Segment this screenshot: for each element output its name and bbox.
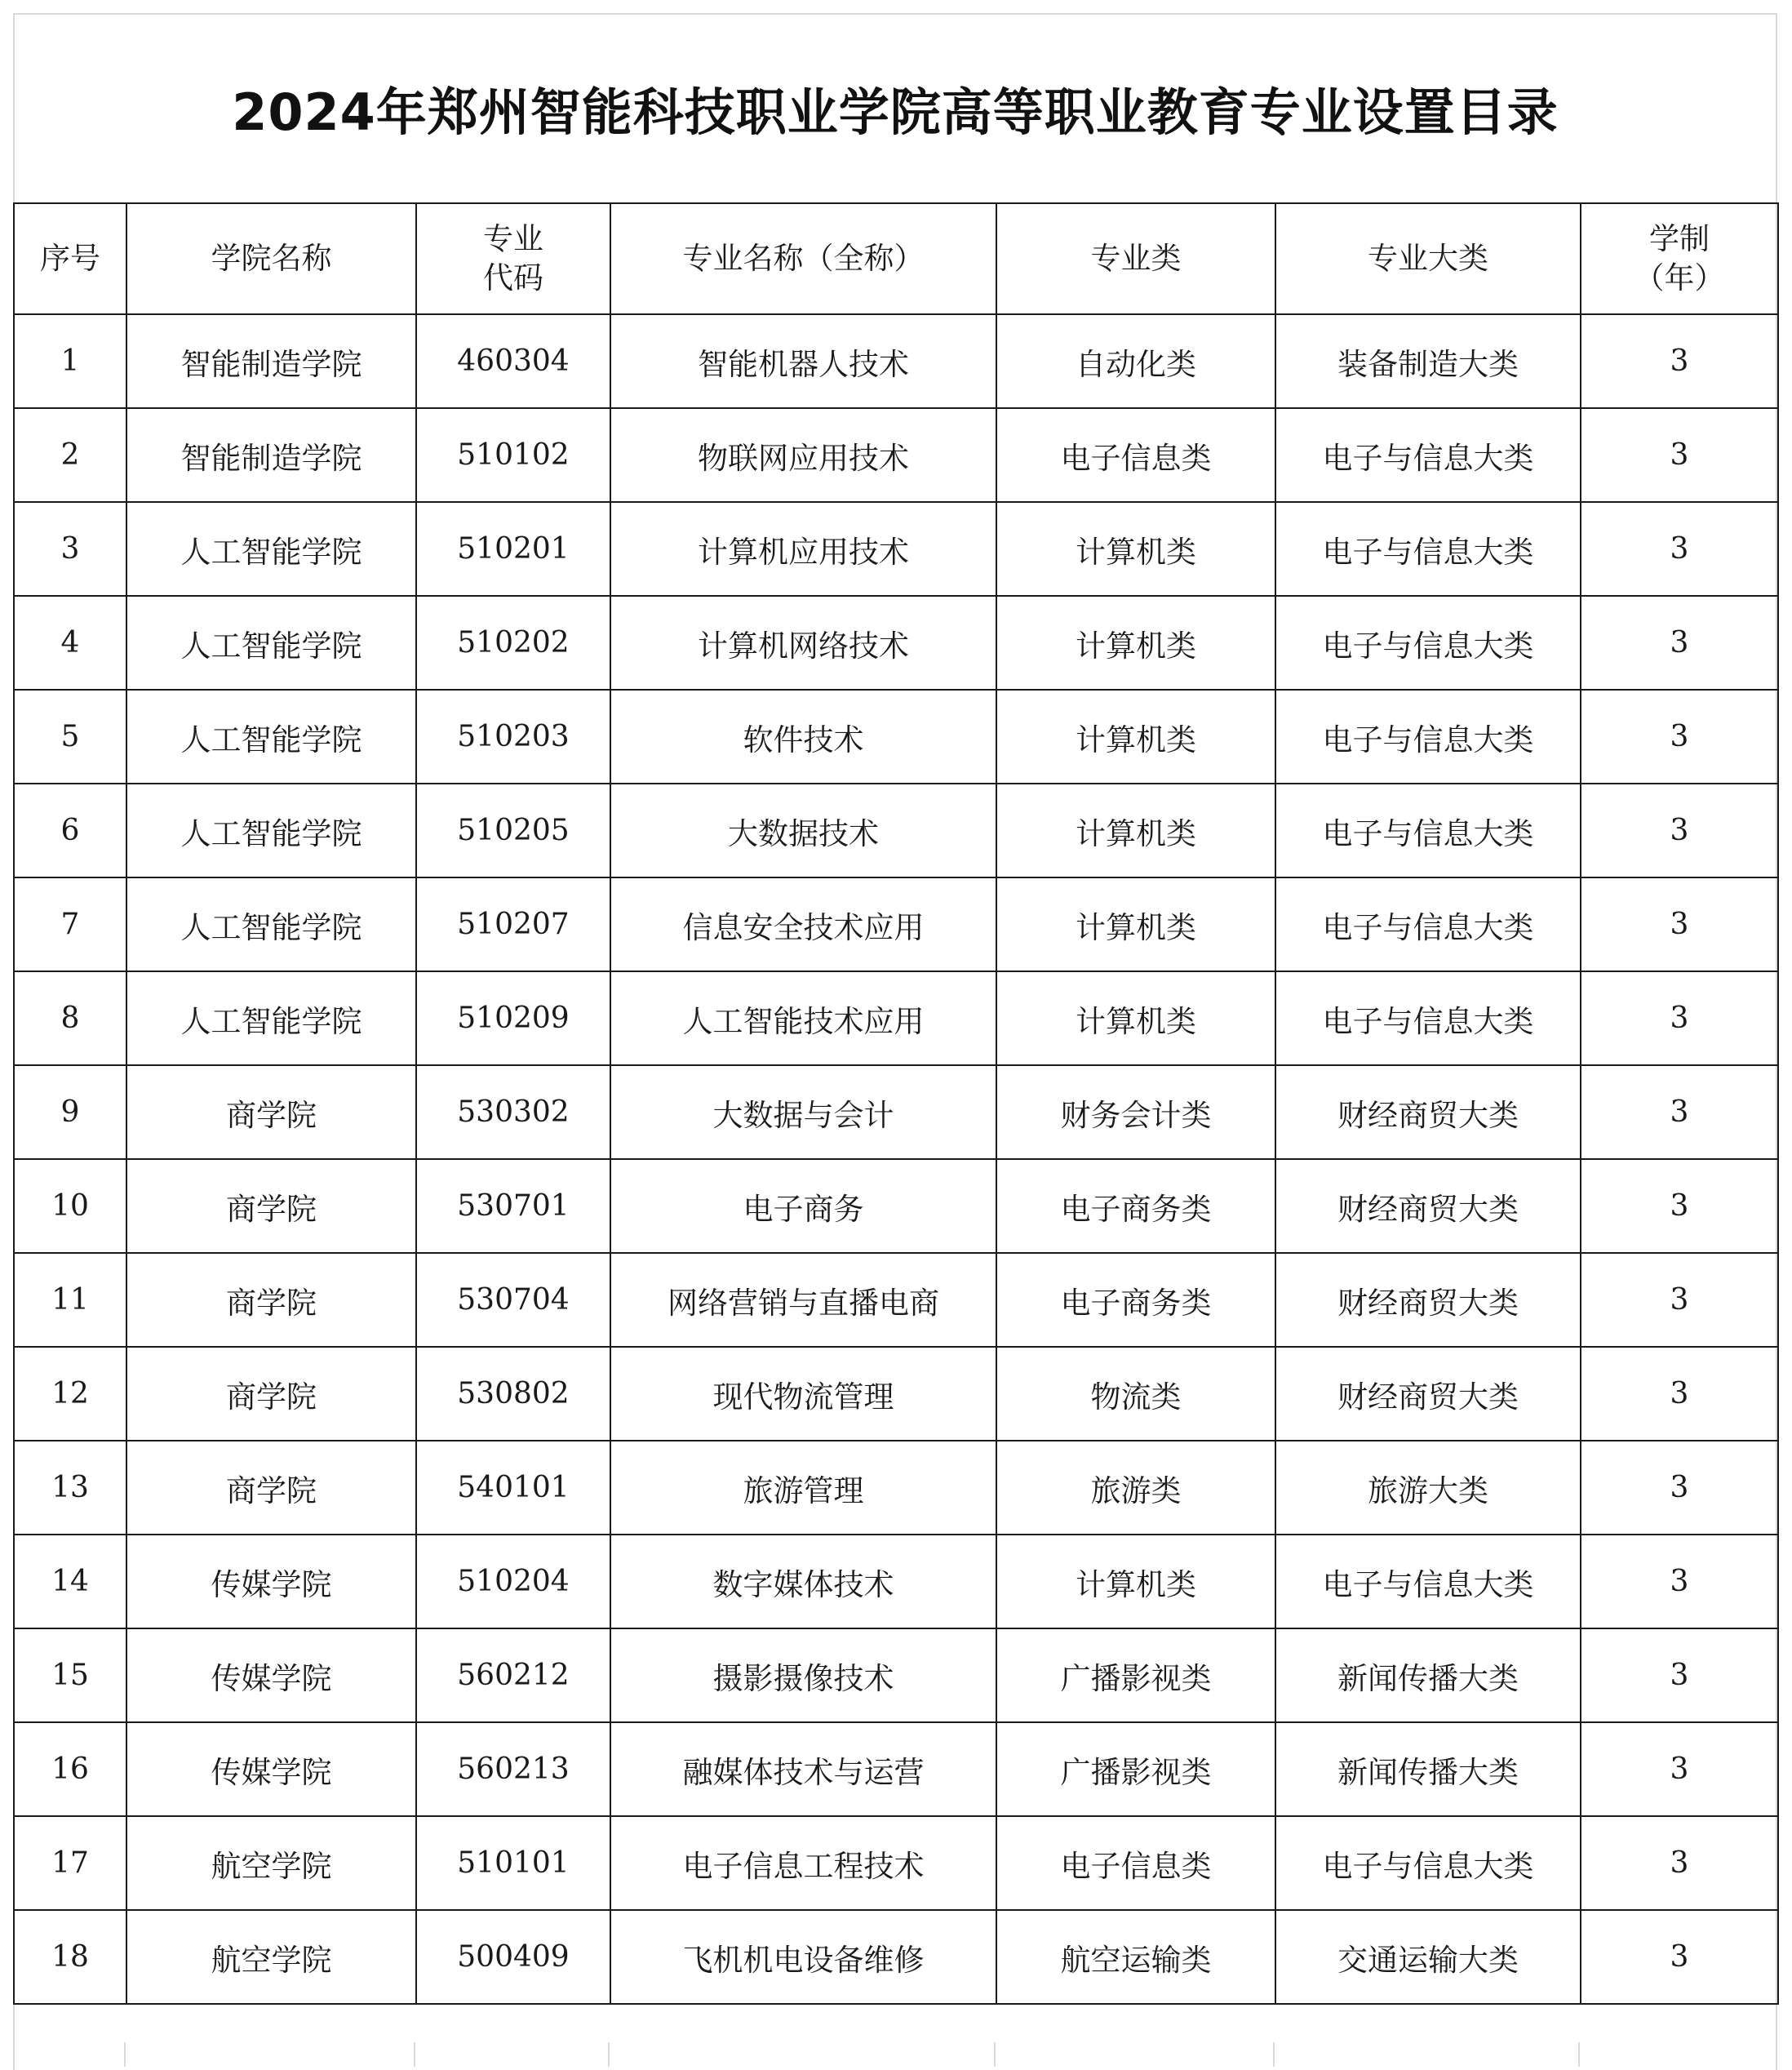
header-major: 专业名称（全称） (610, 203, 996, 314)
cell-code: 560212 (416, 1628, 610, 1722)
cell-college: 人工智能学院 (126, 784, 416, 877)
cell-category: 计算机类 (996, 877, 1275, 971)
cell-duration: 3 (1581, 1253, 1778, 1347)
cell-code: 510205 (416, 784, 610, 877)
cell-major-category: 财经商贸大类 (1275, 1347, 1581, 1441)
cell-major-category: 电子与信息大类 (1275, 408, 1581, 502)
cell-college: 传媒学院 (126, 1628, 416, 1722)
header-category: 专业类 (996, 203, 1275, 314)
cell-duration: 3 (1581, 408, 1778, 502)
cell-major: 计算机应用技术 (610, 502, 996, 596)
table-row (14, 1628, 1778, 1722)
cell-duration: 3 (1581, 877, 1778, 971)
cell-college: 人工智能学院 (126, 690, 416, 784)
cell-category: 计算机类 (996, 596, 1275, 690)
cell-category: 广播影视类 (996, 1722, 1275, 1816)
cell-code: 460304 (416, 314, 610, 408)
cell-code: 510204 (416, 1535, 610, 1628)
cell-index: 12 (14, 1347, 126, 1441)
cell-major: 电子商务 (610, 1159, 996, 1253)
table-body (14, 314, 1778, 2004)
cell-major-category: 电子与信息大类 (1275, 596, 1581, 690)
cell-duration: 3 (1581, 1535, 1778, 1628)
cell-index: 16 (14, 1722, 126, 1816)
cell-category: 电子商务类 (996, 1253, 1275, 1347)
cell-index: 3 (14, 502, 126, 596)
cell-index: 9 (14, 1065, 126, 1159)
cell-duration: 3 (1581, 784, 1778, 877)
cell-college: 商学院 (126, 1347, 416, 1441)
table-row (14, 971, 1778, 1065)
cell-college: 商学院 (126, 1159, 416, 1253)
cell-index: 18 (14, 1910, 126, 2004)
cell-index: 10 (14, 1159, 126, 1253)
table-row (14, 1441, 1778, 1535)
cell-duration: 3 (1581, 971, 1778, 1065)
cell-index: 5 (14, 690, 126, 784)
cell-index: 13 (14, 1441, 126, 1535)
table-row (14, 1065, 1778, 1159)
cell-duration: 3 (1581, 596, 1778, 690)
cell-category: 广播影视类 (996, 1628, 1275, 1722)
cell-college: 航空学院 (126, 1910, 416, 2004)
cell-major: 大数据与会计 (610, 1065, 996, 1159)
cell-college: 传媒学院 (126, 1722, 416, 1816)
cell-major-category: 电子与信息大类 (1275, 877, 1581, 971)
cell-category: 航空运输类 (996, 1910, 1275, 2004)
table-row (14, 1722, 1778, 1816)
cell-major: 计算机网络技术 (610, 596, 996, 690)
cell-duration: 3 (1581, 1910, 1778, 2004)
cell-code: 510101 (416, 1816, 610, 1910)
cell-major-category: 电子与信息大类 (1275, 1816, 1581, 1910)
cell-major: 电子信息工程技术 (610, 1816, 996, 1910)
cell-major: 人工智能技术应用 (610, 971, 996, 1065)
cell-code: 510102 (416, 408, 610, 502)
page-title: 2024年郑州智能科技职业学院高等职业教育专业设置目录 (232, 82, 1559, 142)
cell-major-category: 财经商贸大类 (1275, 1065, 1581, 1159)
cell-category: 计算机类 (996, 784, 1275, 877)
cell-major: 大数据技术 (610, 784, 996, 877)
table-row (14, 1535, 1778, 1628)
cell-major-category: 新闻传播大类 (1275, 1628, 1581, 1722)
cell-major: 物联网应用技术 (610, 408, 996, 502)
cell-major-category: 财经商贸大类 (1275, 1253, 1581, 1347)
table-row (14, 1159, 1778, 1253)
cell-category: 计算机类 (996, 971, 1275, 1065)
cell-duration: 3 (1581, 1722, 1778, 1816)
title-cell (13, 13, 1777, 202)
cell-category: 财务会计类 (996, 1065, 1275, 1159)
table-row (14, 408, 1778, 502)
cell-code: 530802 (416, 1347, 610, 1441)
cell-code: 530701 (416, 1159, 610, 1253)
cell-college: 人工智能学院 (126, 596, 416, 690)
cell-index: 11 (14, 1253, 126, 1347)
cell-major-category: 装备制造大类 (1275, 314, 1581, 408)
cell-code: 510209 (416, 971, 610, 1065)
cell-major: 融媒体技术与运营 (610, 1722, 996, 1816)
cell-index: 1 (14, 314, 126, 408)
cell-duration: 3 (1581, 1628, 1778, 1722)
table-row (14, 502, 1778, 596)
cell-college: 人工智能学院 (126, 971, 416, 1065)
table-row (14, 1253, 1778, 1347)
cell-major-category: 电子与信息大类 (1275, 502, 1581, 596)
cell-college: 航空学院 (126, 1816, 416, 1910)
empty-grid-tail (13, 2042, 1777, 2067)
cell-major: 飞机机电设备维修 (610, 1910, 996, 2004)
cell-major: 网络营销与直播电商 (610, 1253, 996, 1347)
cell-major-category: 新闻传播大类 (1275, 1722, 1581, 1816)
table-row (14, 784, 1778, 877)
cell-duration: 3 (1581, 1347, 1778, 1441)
cell-index: 7 (14, 877, 126, 971)
cell-code: 530302 (416, 1065, 610, 1159)
table-row (14, 1910, 1778, 2004)
header-index: 序号 (14, 203, 126, 314)
cell-code: 540101 (416, 1441, 610, 1535)
cell-category: 电子信息类 (996, 408, 1275, 502)
cell-major-category: 旅游大类 (1275, 1441, 1581, 1535)
cell-code: 510201 (416, 502, 610, 596)
cell-duration: 3 (1581, 1065, 1778, 1159)
table-row (14, 314, 1778, 408)
cell-major: 旅游管理 (610, 1441, 996, 1535)
cell-category: 计算机类 (996, 1535, 1275, 1628)
cell-category: 自动化类 (996, 314, 1275, 408)
cell-college: 人工智能学院 (126, 877, 416, 971)
table-row (14, 1347, 1778, 1441)
cell-category: 物流类 (996, 1347, 1275, 1441)
table-row (14, 1816, 1778, 1910)
cell-index: 8 (14, 971, 126, 1065)
cell-major-category: 电子与信息大类 (1275, 971, 1581, 1065)
cell-college: 商学院 (126, 1441, 416, 1535)
cell-category: 计算机类 (996, 502, 1275, 596)
cell-code: 500409 (416, 1910, 610, 2004)
cell-category: 电子商务类 (996, 1159, 1275, 1253)
cell-major: 数字媒体技术 (610, 1535, 996, 1628)
cell-major: 软件技术 (610, 690, 996, 784)
cell-major-category: 电子与信息大类 (1275, 784, 1581, 877)
cell-index: 15 (14, 1628, 126, 1722)
cell-index: 17 (14, 1816, 126, 1910)
cell-college: 传媒学院 (126, 1535, 416, 1628)
cell-code: 510202 (416, 596, 610, 690)
cell-duration: 3 (1581, 690, 1778, 784)
header-row (14, 203, 1778, 314)
cell-major-category: 交通运输大类 (1275, 1910, 1581, 2004)
cell-duration: 3 (1581, 1816, 1778, 1910)
cell-duration: 3 (1581, 502, 1778, 596)
cell-duration: 3 (1581, 1159, 1778, 1253)
table-row (14, 690, 1778, 784)
cell-college: 商学院 (126, 1253, 416, 1347)
header-major-category: 专业大类 (1275, 203, 1581, 314)
cell-major: 摄影摄像技术 (610, 1628, 996, 1722)
cell-duration: 3 (1581, 314, 1778, 408)
cell-major-category: 电子与信息大类 (1275, 690, 1581, 784)
cell-major: 智能机器人技术 (610, 314, 996, 408)
cell-category: 电子信息类 (996, 1816, 1275, 1910)
cell-code: 560213 (416, 1722, 610, 1816)
header-code: 专业 代码 (416, 203, 610, 314)
cell-college: 商学院 (126, 1065, 416, 1159)
cell-code: 530704 (416, 1253, 610, 1347)
cell-code: 510207 (416, 877, 610, 971)
cell-major-category: 财经商贸大类 (1275, 1159, 1581, 1253)
cell-college: 人工智能学院 (126, 502, 416, 596)
cell-code: 510203 (416, 690, 610, 784)
cell-major: 信息安全技术应用 (610, 877, 996, 971)
cell-duration: 3 (1581, 1441, 1778, 1535)
cell-index: 2 (14, 408, 126, 502)
cell-college: 智能制造学院 (126, 408, 416, 502)
header-college: 学院名称 (126, 203, 416, 314)
cell-major-category: 电子与信息大类 (1275, 1535, 1581, 1628)
cell-index: 14 (14, 1535, 126, 1628)
major-catalog-table (13, 202, 1779, 2005)
cell-major: 现代物流管理 (610, 1347, 996, 1441)
cell-category: 旅游类 (996, 1441, 1275, 1535)
cell-index: 6 (14, 784, 126, 877)
cell-index: 4 (14, 596, 126, 690)
table-row (14, 596, 1778, 690)
cell-college: 智能制造学院 (126, 314, 416, 408)
header-duration: 学制 （年） (1581, 203, 1778, 314)
cell-category: 计算机类 (996, 690, 1275, 784)
table-row (14, 877, 1778, 971)
